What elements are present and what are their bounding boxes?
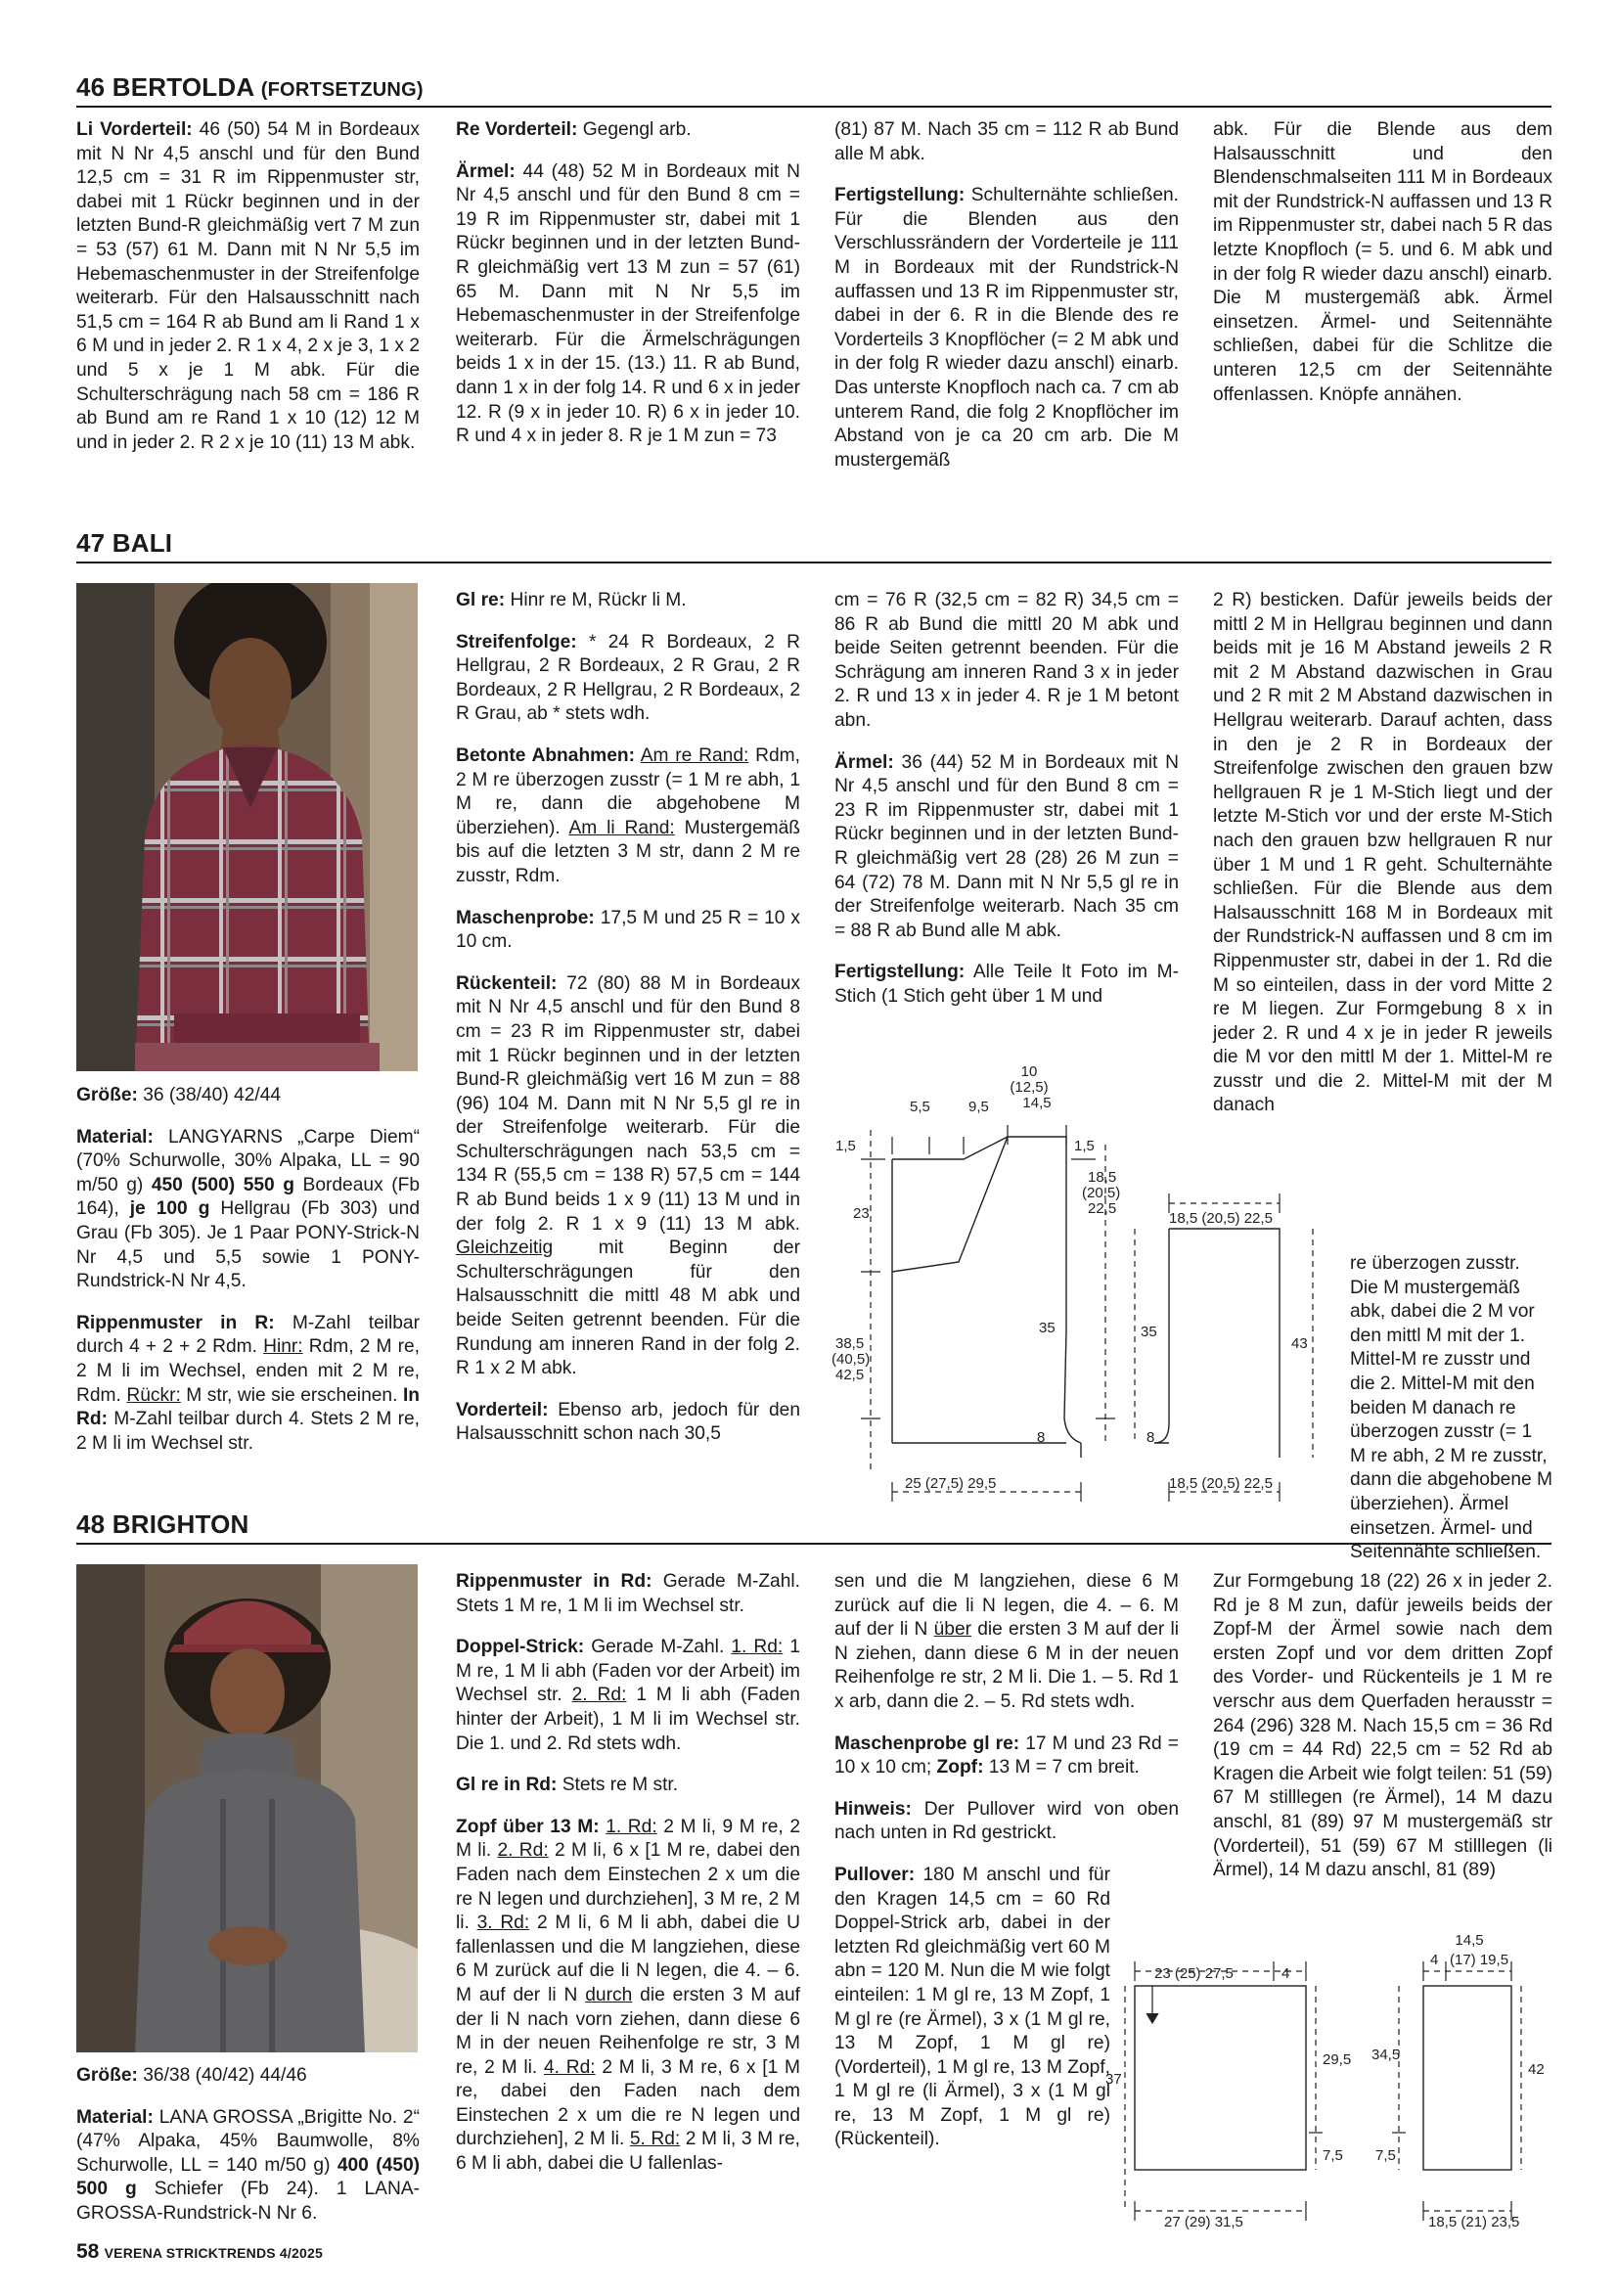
section-48-title-text: 48 BRIGHTON (76, 1509, 249, 1539)
s48-c4-cont: Zur Formgebung 18 (22) 26 x in jeder 2. Rd je 8 M zun, dafür jeweils beids der Zopf-M der Ärmel sowie nach dem ersten Zopf und vor dem dritten Zopf des Vorder- und Rückenteils je 1 M re verschr aus dem Querfaden herausstr = 264 (296) 328 M. Nach 15,5 cm = 36 Rd (19 cm = 44 Rd) 22,5 cm = 52 Rd ab Kragen die Arbeit wie folgt teilen: 51 (59) 67 M stilllegen (re Ärmel), 14 M dazu anschl, 81 (89) 97 M mustergemäß str (Vorderteil), 51 (59) 67 M stilllegen (li Ärmel), 14 M dazu anschl, 81 (89) (1213, 1571, 1552, 1881)
s46-column-2 (456, 118, 800, 467)
s47-column-1 (76, 1084, 420, 1473)
dim-label: 18,5 (21) 23,5 (1428, 2214, 1520, 2230)
s47-finishing-paragraph: Fertigstellung: Alle Teile lt Foto im M-Stich (1 Stich geht über 1 M und (834, 962, 1179, 1007)
dim-label: 43 (1291, 1335, 1308, 1352)
s46-c3-cont: (81) 87 M. Nach 35 cm = 112 R ab Bund alle M abk. (834, 119, 1179, 164)
dim-label: 18,5 (20,5) 22,5 (1169, 1475, 1273, 1492)
s48-size-paragraph: Größe: 36/38 (40/42) 44/46 (76, 2065, 307, 2086)
dim-label: 23 (853, 1205, 870, 1222)
s47-material-paragraph: Material: LANGYARNS „Carpe Diem“ (70% Schurwolle, 30% Alpaka, LL = 90 m/50 g) 450 (500) 550 g Bordeaux (Fb 164), je 100 g Hellgrau (Fb 303) und Grau (Fb 305). Je 1 Paar PONY-Strick-N Nr 4,5 und 5,5 sowie 1 PONY-Rundstrick-N Nr 4,5. (76, 1126, 420, 1292)
s47-column-3 (834, 589, 1179, 1027)
s48-c3-cont: sen und die M langziehen, diese 6 M zurück auf die li N legen, die 4. – 6. M auf der li N über die ersten 3 M auf der li N ziehen, dann diese 6 M in der neuen Reihenfolge re str, 2 M li. Die 1. – 5. Rd 1 x arb, dann die 2. – 5. Rd stets wdh. (834, 1571, 1179, 1712)
dim-label: 18,5 (20,5) 22,5 (1169, 1210, 1273, 1227)
s47-column-4 (1213, 589, 1552, 1118)
bali-front-outline (892, 1137, 1081, 1443)
s47-size-paragraph: Größe: 36 (38/40) 42/44 (76, 1085, 282, 1105)
dim-label: 10 (1020, 1063, 1038, 1080)
brighton-body-outline (1135, 1986, 1306, 2170)
dim-label: 25 (27,5) 29,5 (905, 1475, 997, 1492)
s47-sleeve-paragraph: Ärmel: 36 (44) 52 M in Bordeaux mit N Nr 4,5 anschl und für den Bund 8 cm = 23 R im Rippenmuster str, dabei mit 1 Rückr beginnen und in der letzten Bund-R gleichmäßig vert 28 (28) 26 M zun = 64 (72) 78 M. Dann mit N Nr 5,5 gl re in der Streifenfolge weiterarb. Nach 35 cm = 88 R ab Bund alle M abk. (834, 751, 1179, 941)
dim-label: 1,5 (1074, 1138, 1095, 1154)
s48-column-1 (76, 2064, 420, 2244)
dim-label: 37 (1105, 2071, 1122, 2088)
s48-material-paragraph: Material: LANA GROSSA „Brigitte No. 2“ (47% Alpaka, 45% Baumwolle, 8% Schurwolle, LL = 140 m/50 g) 400 (450) 500 g Schiefer (Fb 24). 1 LANA-GROSSA-Rundstrick-N Nr 6. (76, 2106, 420, 2224)
s48-column-4 (1213, 1570, 1552, 1901)
s47-column-2 (456, 589, 800, 1464)
s46-column-3 (834, 118, 1179, 490)
dim-label: 29,5 (1323, 2051, 1352, 2068)
s48-note-paragraph: Hinweis: Der Pullover wird von oben nach unten in Rd gestrickt. (834, 1798, 1179, 1844)
dim-label: 35 (1141, 1324, 1157, 1340)
s48-column-2 (456, 1570, 800, 2194)
dim-label: 23 (25) 27,5 (1154, 1965, 1234, 1982)
section-46-title-text: 46 BERTOLDA (76, 72, 254, 102)
s48-stockinette-paragraph: Gl re in Rd: Stets re M str. (456, 1775, 679, 1796)
s47-c4-cont: 2 R) besticken. Dafür jeweils beids der mittl 2 M in Hellgrau beginnen und dann beids mit je 16 M Abstand jeweils 2 R mit 2 M Abstand dazwischen in Grau und 2 R mit 2 M Abstand dazwischen in Hellgrau weiterarb. Darauf achten, dass in den je 2 R in Bordeaux der Streifenfolge zwischen den grauen bzw hellgrauen R je 1 M-Stich liegt und der letzte M-Stich vor und der erste M-Stich nach den grauen bzw hellgrauen R nur über 1 M und 1 R geht. Schulternähte schließen. Für die Blende aus dem Halsausschnitt 168 M in Bordeaux mit der Rundstrick-N auffassen und 8 cm im Rippenmuster str, dabei in der 1. Rd die M so einteilen, dass in der vord Mitte 2 re M liegen. Zur Formgebung 8 x in jeder 2. R und 4 x je in jeder R jeweils die M vor den mittl M der 1. Mittel-M re zusstr und die 2. Mittel-M mit der M danach (1213, 590, 1552, 1116)
section-46-subtitle: (FORTSETZUNG) (260, 79, 424, 101)
bali-schematic (831, 1057, 1350, 1507)
section-title-47 (76, 528, 1551, 563)
section-47-title-text: 47 BALI (76, 528, 173, 558)
brighton-schematic (1105, 1927, 1555, 2230)
s47-c4-end: re überzogen zusstr. Die M mustergemäß abk, dabei die 2 M vor den mittl M mit der 1. Mittel-M re zusstr und die 2. Mittel-M mit den beiden M danach re überzogen zusstr (= 1 M re abh, 2 M re zusstr, dann die abgehobene M überziehen). Ärmel einsetzen. Ärmel- und Seitennähte schließen. (1350, 1253, 1552, 1563)
s46-column-4 (1213, 118, 1552, 425)
brighton-model-photo (76, 1564, 418, 2052)
s46-column-1 (76, 118, 420, 473)
bali-sleeve-outline (1169, 1229, 1280, 1458)
dim-label: 27 (29) 31,5 (1164, 2214, 1243, 2230)
dim-label: 42 (1528, 2061, 1545, 2078)
s47-decreases-paragraph: Betonte Abnahmen: Am re Rand: Rdm, 2 M re überzogen zusstr (= 1 M re abh, 1 M re, dann die abgehobene M überziehen). Am li Rand: Mustergemäß bis auf die letzten 3 M str, dann 2 M re zusstr, Rdm. (456, 744, 800, 886)
s46-sleeve-paragraph: Ärmel: 44 (48) 52 M in Bordeaux mit N Nr 4,5 anschl und für den Bund 8 cm = 19 R im Rippenmuster str, dabei mit 1 Rückr beginnen und in der letzten Bund-R gleichmäßig vert 13 M zun = 57 (61) 65 M. Dann mit N Nr 5,5 im Hebemaschenmuster in der Streifenfolge weiterarb. Für die Ärmelschrägungen beids 1 x in der 15. (13.) 11. R ab Bund, dann 1 x in der folg 14. R und 6 x in jeder 12. R (9 x in jeder 10. R) 6 x in jeder 10. R und 4 x in jeder 8. R je 1 M zun = 73 (456, 160, 800, 447)
dim-label: 14,5 (1455, 1932, 1484, 1949)
s46-left-front-paragraph: Li Vorderteil: 46 (50) 54 M in Bordeaux mit N Nr 4,5 anschl und für den Bund 12,5 cm = 31 R im Rippenmuster str, dabei mit 1 Rückr beginnen und in der letzten Bund-R gleichmäßig vert 7 M zun = 53 (57) 61 M. Dann mit N Nr 5,5 im Hebemaschenmuster in der Streifenfolge weiterarb. Für den Halsausschnitt nach 51,5 cm = 164 R ab Bund am li Rand 1 x 6 M und in jeder 2. R 1 x 4, 2 x je 3, 1 x 2 und 5 x je 1 M abk. Für die Schulterschrägung nach 58 cm = 186 R ab Bund am re Rand 1 x 10 (12) 12 M und in jeder 2. R 2 x je 10 (11) 13 M abk. (76, 119, 420, 453)
dim-label: 34,5 (1371, 2047, 1401, 2063)
section-title-46 (76, 72, 1551, 108)
dim-label: 14,5 (1022, 1095, 1052, 1111)
s47-rib-pattern-paragraph: Rippenmuster in R: M-Zahl teilbar durch 4 + 2 + 2 Rdm. Hinr: Rdm, 2 M re, 2 M li im Wechsel, enden mit 2 M re, Rdm. Rückr: M str, wie sie erscheinen. In Rd: M-Zahl teilbar durch 4. Stets 2 M re, 2 M li im Wechsel str. (76, 1312, 420, 1454)
s46-finishing-paragraph: Fertigstellung: Schulternähte schließen. Für die Blenden aus den Verschlussrändern der Vorderteile je 111 M in Bordeaux mit der Rundstrick-N auffassen und 13 R im Rippenmuster str, dabei in der 6. R in die Blende des re Vorderteils 3 Knopflöcher (= 2 M abk und in der folg R wieder dazu anschl) einarb. Das unterste Knopfloch nach ca. 7 cm ab unterem Rand, die folg 2 Knopflöcher im Abstand von je ca 20 cm arb. Die M mustergemäß (834, 185, 1179, 471)
section-title-48 (76, 1509, 1551, 1545)
dim-label: 35 (1039, 1320, 1056, 1336)
s48-double-knit-paragraph: Doppel-Strick: Gerade M-Zahl. 1. Rd: 1 M re, 1 M li abh (Faden vor der Arbeit) im Wechsel str. 2. Rd: 1 M li abh (Faden hinter der Arbeit), 1 M li im Wechsel str. Die 1. und 2. Rd stets wdh. (456, 1637, 800, 1754)
page-number: 58 (76, 2240, 100, 2263)
page-footer (76, 2240, 323, 2264)
dim-label: 18,5 (1088, 1169, 1117, 1186)
dim-label: 8 (1037, 1429, 1046, 1446)
brighton-sleeve-outline (1423, 1986, 1511, 2170)
s47-c3-cont: cm = 76 R (32,5 cm = 82 R) 34,5 cm = 86 R ab Bund die mittl 20 M abk und beide Seiten getrennt beenden. Für die Schrägung am inneren Rand 3 x in jeder 2. R und 13 x in jeder 4. R je 1 M betont abn. (834, 590, 1179, 731)
dim-label: 38,5 (835, 1335, 865, 1352)
s47-gauge-paragraph: Maschenprobe: 17,5 M und 25 R = 10 x 10 cm. (456, 907, 800, 953)
s48-pullover-paragraph: Pullover: 180 M anschl und für den Kragen 14,5 cm = 60 Rd Doppel-Strick arb, dabei in der letzten Rd gleichmäßig vert 60 M abn = 120 M. Nun die M wie folgt einteilen: 1 M gl re, 13 M Zopf, 1 M gl re (re Ärmel), 3 x (1 M gl re, 13 M Zopf, 1 M gl re) (Vorderteil), 1 M gl re, 13 M Zopf, 1 M gl re (li Ärmel), 3 x (1 M gl re, 13 M Zopf, 1 M gl re) (Rückenteil). (834, 1864, 1110, 2150)
dim-label: 1,5 (835, 1138, 856, 1154)
dim-label: 7,5 (1375, 2147, 1396, 2164)
dim-label: 4 (1281, 1965, 1290, 1982)
publication-name: VERENA STRICKTRENDS 4/2025 (104, 2245, 323, 2261)
s48-gauge-paragraph: Maschenprobe gl re: 17 M und 23 Rd = 10 x 10 cm; Zopf: 13 M = 7 cm breit. (834, 1733, 1179, 1778)
dim-label: 8 (1146, 1429, 1155, 1446)
dim-label: 9,5 (968, 1099, 989, 1115)
s47-front-paragraph: Vorderteil: Ebenso arb, jedoch für den Halsausschnitt schon nach 30,5 (456, 1399, 800, 1445)
dim-label: 4 (1430, 1952, 1439, 1968)
s48-rib-paragraph: Rippenmuster in Rd: Gerade M-Zahl. Stets 1 M re, 1 M li im Wechsel str. (456, 1571, 800, 1616)
s47-stockinette-paragraph: Gl re: Hinr re M, Rückr li M. (456, 590, 687, 610)
s48-cable-paragraph: Zopf über 13 M: 1. Rd: 2 M li, 9 M re, 2 M li. 2. Rd: 2 M li, 6 x [1 M re, dabei den Faden nach dem Einstechen 2 x um die re N legen und durchziehen], 3 M re, 2 M li. 3. Rd: 2 M li, 6 M li abh, dabei die U fallenlassen und die M langziehen, diese 6 M zurück auf die li N legen, die 4. – 6. M auf der li N durch die ersten 3 M auf der li N nach vorn ziehen, dann diese 6 M in der neuen Reihenfolge re str, 3 M re, 2 M li. 4. Rd: 2 M li, 3 M re, 6 x [1 M re, dabei den Faden nach dem Einstechen 2 x um die re N legen und durchziehen], 2 M li. 5. Rd: 2 M li, 3 M re, 6 M li abh, dabei die U fallenlas- (456, 1816, 800, 2175)
dim-label: 5,5 (910, 1099, 930, 1115)
bali-model-photo (76, 583, 418, 1071)
dim-label: 42,5 (835, 1367, 865, 1383)
dim-label: (12,5) (1010, 1079, 1049, 1096)
dim-label: (40,5) (831, 1351, 871, 1368)
s46-c4-cont: abk. Für die Blende aus dem Halsausschnitt und den Blendenschmalseiten 111 M in Bordeaux mit der Rundstrick-N auffassen und 13 R im Rippenmuster str, dabei nach 5 R das letzte Knopfloch (= 5. und 6. M abk und in der folg R wieder dazu anschl) einarb. Die M mustergemäß abk. Ärmel einsetzen. Ärmel- und Seitennähte schließen, dabei für die Schlitze die unteren 12,5 cm der Seitennähte offenlassen. Knöpfe annähen. (1213, 119, 1552, 405)
dim-label: 7,5 (1323, 2147, 1343, 2164)
dim-label: (17) 19,5 (1450, 1952, 1509, 1968)
s47-back-paragraph: Rückenteil: 72 (80) 88 M in Bordeaux mit N Nr 4,5 anschl und für den Bund 8 cm = 23 R im Rippenmuster str, dabei mit 1 Rückr beginnen und in der letzten Bund-R gleichmäßig vert 16 M zun = 88 (96) 104 M. Dann mit N Nr 5,5 gl re in der Streifenfolge weiterarb. Für die Schulterschrägungen nach 53,5 cm = 134 R (55,5 cm = 138 R) 57,5 cm = 144 R ab Bund beids 1 x 9 (11) 13 M und in der folg 2. R 1 x 9 (11) 13 M abk. Gleichzeitig mit Beginn der Schulterschrägungen für den Halsausschnitt die mittl 48 M abk und beide Seiten getrennt beenden. Für die Rundung am inneren Rand in der folg 2. R 1 x 2 M abk. (456, 972, 800, 1379)
s47-stripes-paragraph: Streifenfolge: * 24 R Bordeaux, 2 R Hellgrau, 2 R Bordeaux, 2 R Grau, 2 R Bordeaux, 2 R Hellgrau, 2 R Bordeaux, 2 R Grau, ab * stets wdh. (456, 631, 800, 725)
s46-right-front-paragraph: Re Vorderteil: Gegengl arb. (456, 119, 692, 140)
dim-label: 22,5 (1088, 1200, 1117, 1217)
dim-label: (20,5) (1082, 1185, 1121, 1201)
